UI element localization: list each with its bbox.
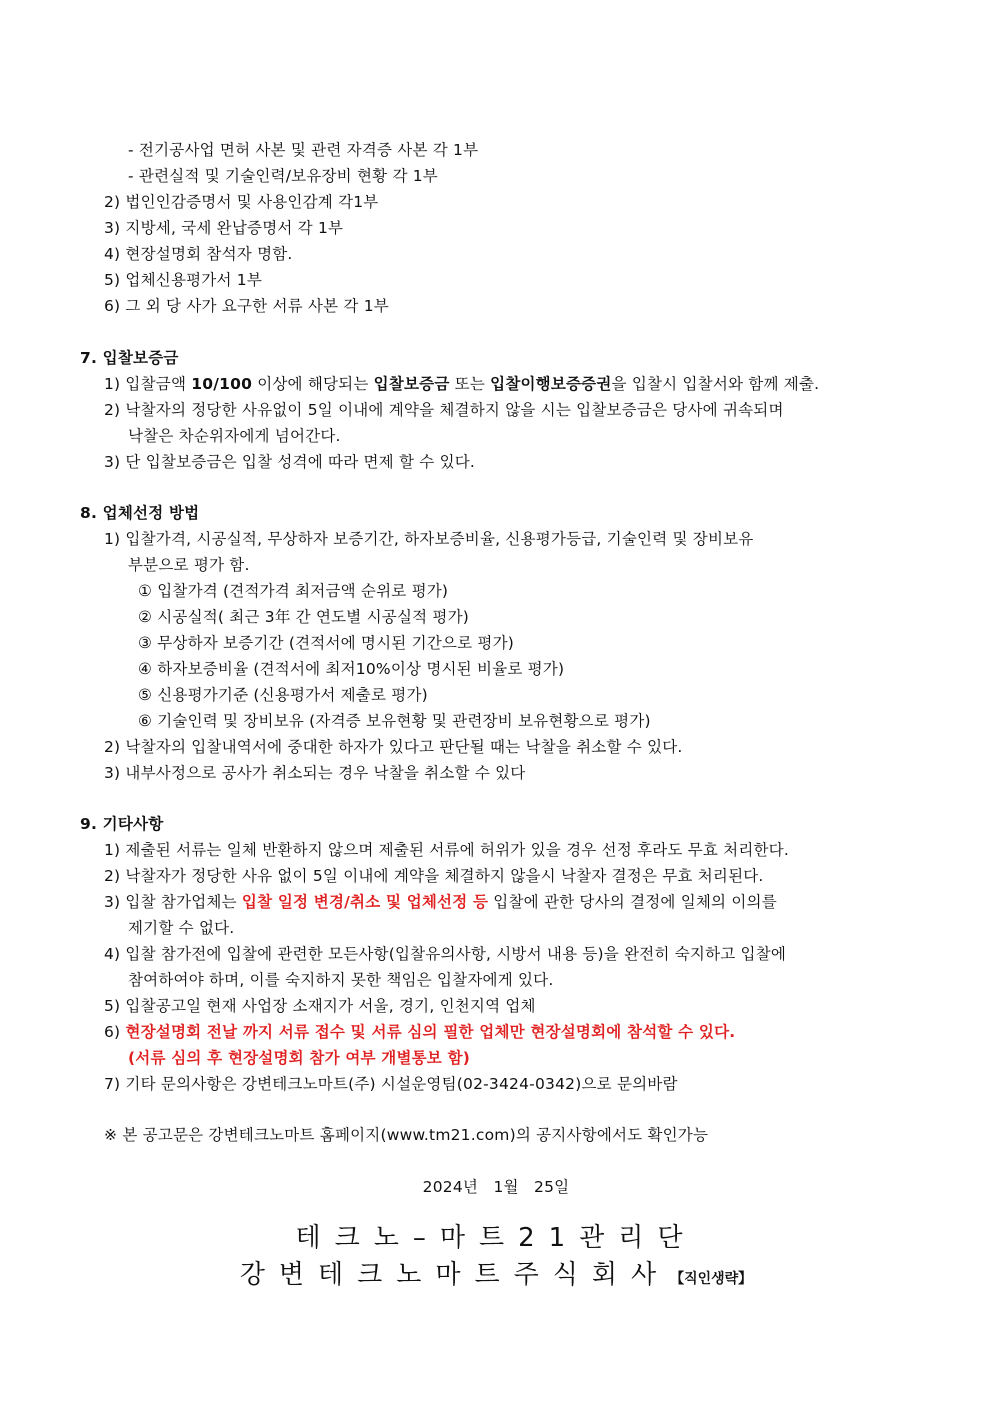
section-heading-bid-deposit: 7. 입찰보증금 [80,349,179,367]
criteria-item: ④ 하자보증비율 (견적서에 최저10%이상 명시된 비율로 평가) [138,660,565,678]
list-item: 3) 내부사정으로 공사가 취소되는 경우 낙찰을 취소할 수 있다 [104,764,526,782]
attachment-sub-item-records: - 관련실적 및 기술인력/보유장비 현황 각 1부 [128,167,438,185]
announcement-date: 2024년 1월 25일 [422,1178,570,1196]
seal-omitted-note: 【직인생략】 [670,1271,753,1287]
criteria-item: ② 시공실적( 최근 3年 간 연도별 시공실적 평가) [138,608,470,626]
text-run: 3) 입찰 참가업체는 [104,893,242,911]
list-item: 1) 제출된 서류는 일체 반환하지 않으며 제출된 서류에 허위가 있을 경우 선정 후라도 무효 처리한다. [104,841,789,859]
criteria-item: ① 입찰가격 (견적가격 최저금액 순위로 평가) [138,582,449,600]
list-item [104,1019,735,1045]
list-item: 4) 입찰 참가전에 입찰에 관련한 모든사항(입찰유의사항, 시방서 내용 등)을 완전히 숙지하고 입찰에 [104,945,787,963]
text-run-bold: 10/100 [191,375,253,393]
criteria-item: ③ 무상하자 보증기간 (견적서에 명시된 기간으로 평가) [138,634,514,652]
text-run: 입찰에 관한 당사의 결정에 일체의 이의를 [488,893,777,911]
list-item: 7) 기타 문의사항은 강변테크노마트(주) 시설운영팀(02-3424-0342)으로 문의바람 [104,1075,678,1093]
homepage-notice: ※ 본 공고문은 강변테크노마트 홈페이지(www.tm21.com)의 공지사항에서도 확인가능 [104,1126,709,1144]
list-item: 1) 입찰가격, 시공실적, 무상하자 보증기간, 하자보증비율, 신용평가등급, 기술인력 및 장비보유 [104,530,754,548]
list-item: 2) 낙찰자의 입찰내역서에 중대한 하자가 있다고 판단될 때는 낙찰을 취소할 수 있다. [104,738,683,756]
list-item-continuation: 제기할 수 없다. [128,919,235,937]
text-run: 을 입찰시 입찰서와 함께 제출. [611,375,820,393]
section-heading-other-matters: 9. 기타사항 [80,815,164,833]
text-run-highlight: 현장설명회 전날 까지 서류 접수 및 서류 심의 필한 업체만 현장설명회에 참석할 수 있다. [125,1023,736,1041]
criteria-item: ⑥ 기술인력 및 장비보유 (자격증 보유현황 및 관련장비 보유현황으로 평가) [138,712,651,730]
list-item-continuation: 참여하여야 하며, 이를 숙지하지 못한 책임은 입찰자에게 있다. [128,971,554,989]
section-heading-selection-method: 8. 업체선정 방법 [80,504,200,522]
list-item: 5) 업체신용평가서 1부 [104,271,263,289]
text-run: 이상에 해당되는 [252,375,374,393]
list-item: 2) 낙찰자가 정당한 사유 없이 5일 이내에 계약을 체결하지 않을시 낙찰자 결정은 무효 처리된다. [104,867,764,885]
list-item [104,371,819,397]
list-item-continuation: 부분으로 평가 함. [128,556,250,574]
list-item: 3) 지방세, 국세 완납증명서 각 1부 [104,219,344,237]
text-run: 1) 입찰금액 [104,375,192,393]
text-run: 6) [104,1023,126,1041]
issuer-line-company [0,1257,992,1297]
text-run: 또는 [449,375,491,393]
list-item: 2) 법인인감증명서 및 사용인감계 각1부 [104,193,379,211]
list-item: 4) 현장설명회 참석자 명함. [104,245,293,263]
criteria-item: ⑤ 신용평가기준 (신용평가서 제출로 평가) [138,686,428,704]
text-run-bold: 입찰보증금 [373,375,450,393]
text-run-highlight: 입찰 일정 변경/취소 및 업체선정 등 [241,893,489,911]
issuer-line-management-body: 테크노–마트21관리단 [295,1223,697,1253]
attachment-sub-item-license: - 전기공사업 면허 사본 및 관련 자격증 사본 각 1부 [128,141,479,159]
list-item [104,889,777,915]
list-item: 5) 입찰공고일 현재 사업장 소재지가 서울, 경기, 인천지역 업체 [104,997,536,1015]
text-run-bold: 입찰이행보증증권 [490,375,612,393]
list-item: 2) 낙찰자의 정당한 사유없이 5일 이내에 계약을 체결하지 않을 시는 입찰보증금은 당사에 귀속되며 [104,401,784,419]
list-item-continuation: 낙찰은 차순위자에게 넘어간다. [128,427,341,445]
list-item-continuation-highlight: (서류 심의 후 현장설명회 참가 여부 개별통보 함) [128,1049,471,1067]
company-name: 강변테크노마트주식회사 [239,1260,671,1290]
list-item: 6) 그 외 당 사가 요구한 서류 사본 각 1부 [104,297,389,315]
list-item: 3) 단 입찰보증금은 입찰 성격에 따라 면제 할 수 있다. [104,453,476,471]
